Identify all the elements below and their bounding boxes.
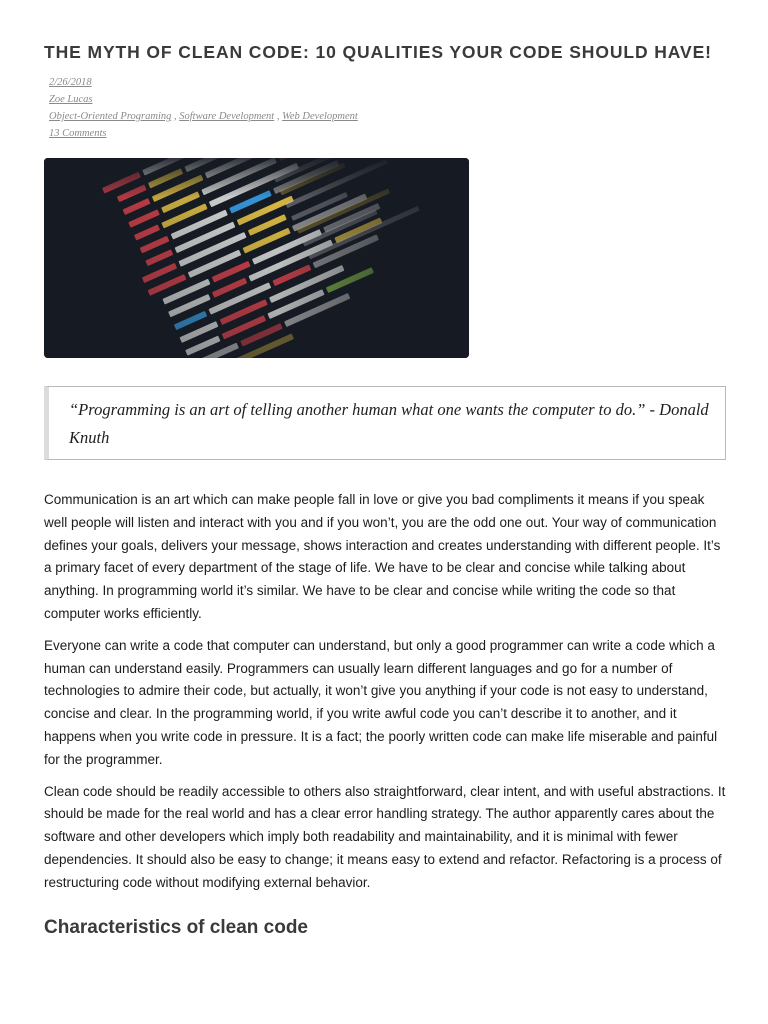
paragraph: Clean code should be readily accessible to others also straightforward, clear intent, and with useful abstractions. It should be made for the real world and has a clear error handling strategy. The author apparently cares about the software and other developers which imply both readability and maintainability, and it is minimal with fewer dependencies. It should also be easy to change; it means easy to extend and refactor. Refactoring is a process of restructuring code without modifying external behavior. (44, 783, 726, 890)
paragraph: Communication is an art which can make people fall in love or give you bad compliments it means if you speak well people will listen and interact with you and if you won’t, you are the odd one out. Your way of communication defines your goals, delivers your message, shows interaction and creates understanding with different people. It’s a primary facet of every department of the stage of life. We have to be clear and concise while talking about anything. In programming world it’s similar. We have to be clear and concise while writing the code so that computer works efficiently. (44, 492, 721, 621)
code-screenshot-image (44, 158, 469, 358)
paragraph: Everyone can write a code that computer can understand, but only a good programmer can write a code which a human can understand easily. Programmers can usually learn different languages and go for a number of technologies to admire their code, but actually, it won’t give you anything if your code is not easy to understand, concise and clear. In the programming world, if you write awful code you can’t describe it to another, and it happens when you write code in pressure. It is a fact; the poorly written code can make life miserable and painful for the programmer. (44, 637, 718, 767)
quote-block (44, 386, 726, 460)
post-date-link[interactable]: 2/26/2018 (49, 77, 92, 88)
post-body (44, 489, 726, 904)
post-author-link[interactable]: Zoe Lucas (49, 94, 93, 105)
category-link-web-development[interactable]: Web Development (282, 111, 358, 122)
category-link-oop[interactable]: Object-Oriented Programing (49, 111, 172, 122)
quote-text: “Programming is an art of telling another human what one wants the computer to do.” - Donald Knuth (69, 400, 709, 447)
category-separator: , (174, 111, 177, 122)
comments-link[interactable]: 13 Comments (49, 128, 107, 139)
section-heading: Characteristics of clean code (44, 917, 308, 938)
category-separator: , (276, 111, 280, 122)
post-meta (49, 74, 358, 142)
post-title: THE MYTH OF CLEAN CODE: 10 QUALITIES YOUR CODE SHOULD HAVE! (44, 42, 712, 62)
category-link-software-development[interactable]: Software Development (179, 111, 275, 122)
post-categories (49, 108, 358, 125)
